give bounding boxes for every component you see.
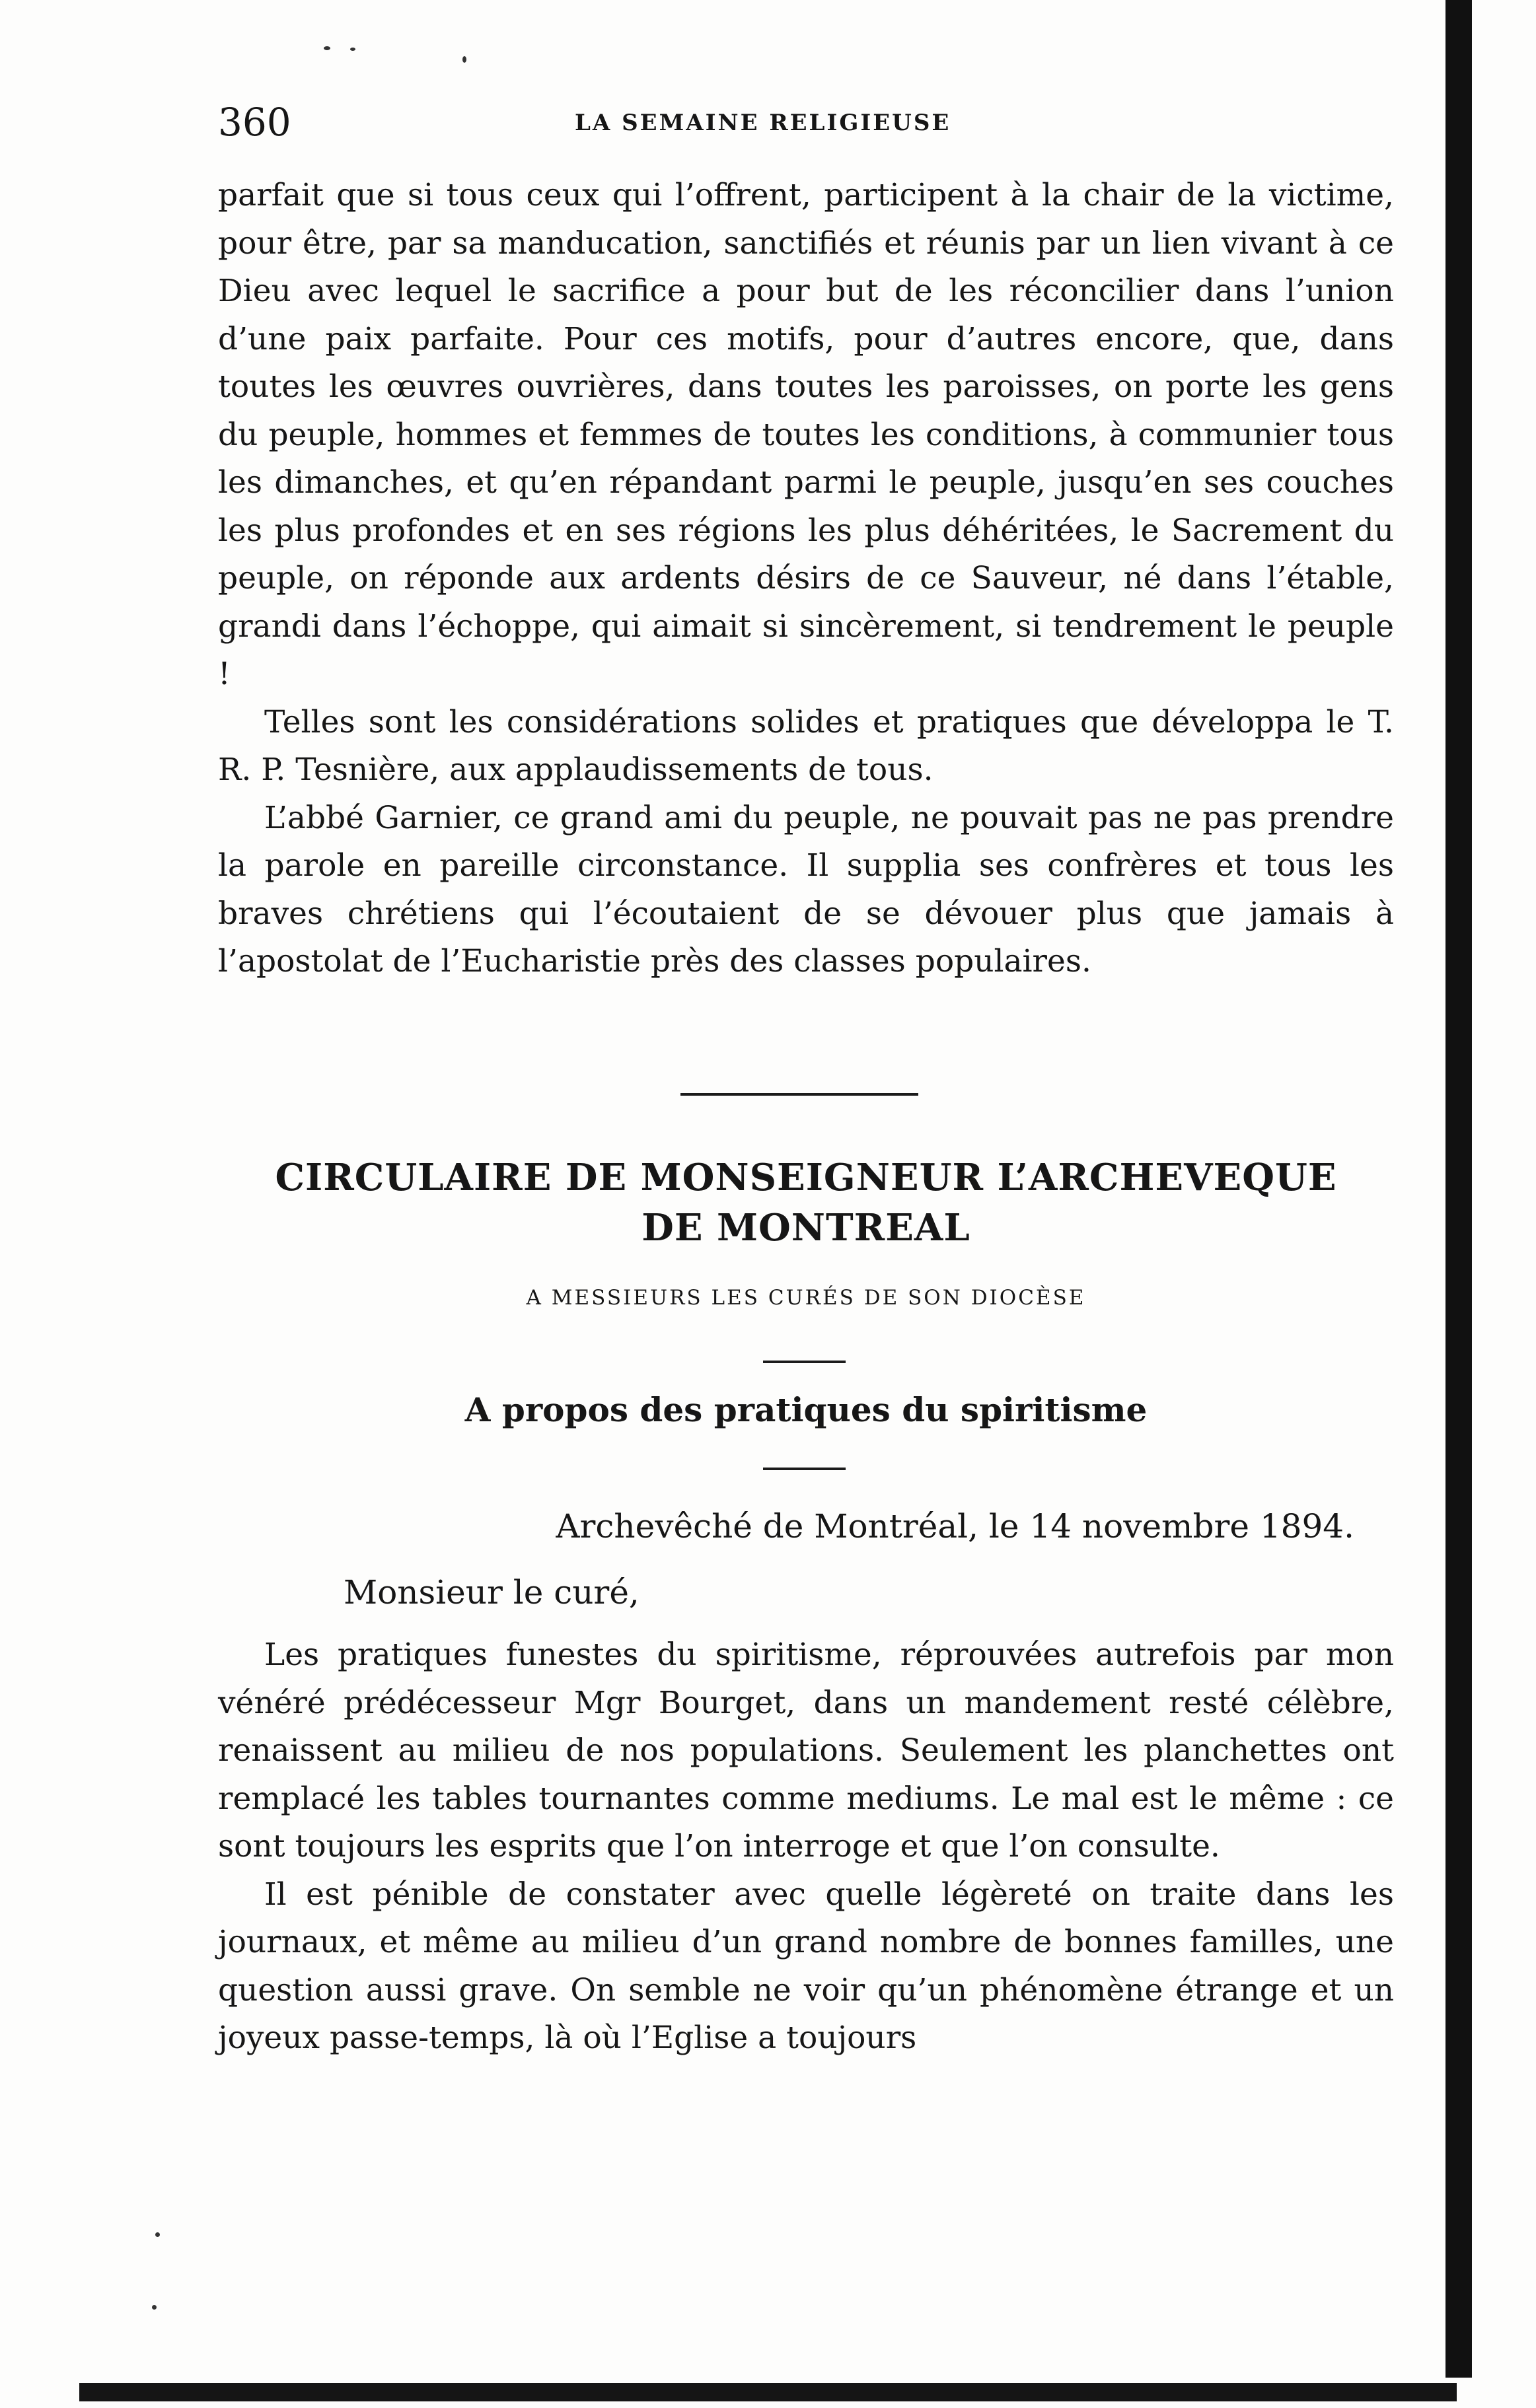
circular-subject: A propos des pratiques du spiritisme — [464, 1390, 1148, 1429]
circular-title-line: DE MONTREAL — [641, 1206, 970, 1250]
paragraph: Il est pénible de constater avec quelle légèreté on traite dans les journaux, et même au milieu d’un grand nombre de bonnes familles, une question aussi grave. On semble ne voir qu’un phénomène étrange et un joyeux passe-temps, là où l’Eglise a toujours — [218, 1876, 1394, 2056]
scan-speck — [152, 2305, 157, 2310]
page-number: 360 — [218, 100, 291, 145]
letter-text — [218, 1631, 1394, 2063]
scan-speck — [350, 48, 355, 51]
scan-speck — [155, 2232, 160, 2237]
scan-bottom-bar — [79, 2383, 1457, 2401]
scan-speck — [324, 46, 330, 50]
section-divider — [680, 1093, 918, 1096]
paragraph: Telles sont les considérations solides et pratiques que développa le T. R. P. Tesnière, aux applaudissements de tous. — [218, 703, 1394, 788]
body-text — [218, 172, 1394, 986]
paragraph: L’abbé Garnier, ce grand ami du peuple, ne pouvait pas ne pas prendre la parole en pareille circonstance. Il supplia ses confrères et tous les braves chrétiens qui l’écoutaient de se dévouer plus que jamais à l’apostolat de l’Eucharistie près des classes populaires. — [218, 799, 1394, 979]
salutation: Monsieur le curé, — [344, 1573, 640, 1611]
scan-edge-bar — [1445, 0, 1472, 2378]
circular-title-line: CIRCULAIRE DE MONSEIGNEUR L’ARCHEVEQUE — [275, 1156, 1337, 1199]
page-header — [218, 99, 1394, 145]
paragraph: parfait que si tous ceux qui l’offrent, participent à la chair de la victime, pour être, par sa manducation, sanctifiés et réunis par un lien vivant à ce Dieu avec lequel le sacrifice a pour but de les réconcilier dans l’union d’une paix parfaite. Pour ces motifs, pour d’autres encore, que, dans toutes les œuvres ouvrières, dans toutes les paroisses, on porte les gens du peuple, hommes et femmes de toutes les conditions, à communier tous les dimanches, et qu’en répandant parmi le peuple, jusqu’en ses couches les plus profondes et en ses régions les plus déhéritées, le Sacrement du peuple, on réponde aux ardents désirs de ce Sauveur, né dans l’étable, grandi dans l’échoppe, qui aimait si sincèrement, si tendrement le peuple ! — [218, 177, 1394, 692]
circular-title — [218, 1152, 1394, 1253]
circular-address: A MESSIEURS LES CURÉS DE SON DIOCÈSE — [526, 1286, 1086, 1310]
dateline: Archevêché de Montréal, le 14 novembre 1894. — [556, 1507, 1354, 1545]
divider-rule — [763, 1361, 846, 1363]
divider-rule — [763, 1468, 846, 1470]
paragraph: Les pratiques funestes du spiritisme, réprouvées autrefois par mon vénéré prédécesseur Mgr Bourget, dans un mandement resté célèbre, renaissent au milieu de nos populations. Seulement les planchettes ont remplacé les tables tournantes comme mediums. Le mal est le même : ce sont toujours les esprits que l’on interroge et que l’on consulte. — [218, 1637, 1394, 1864]
scan-speck — [462, 56, 466, 63]
running-head: LA SEMAINE RELIGIEUSE — [575, 110, 951, 136]
